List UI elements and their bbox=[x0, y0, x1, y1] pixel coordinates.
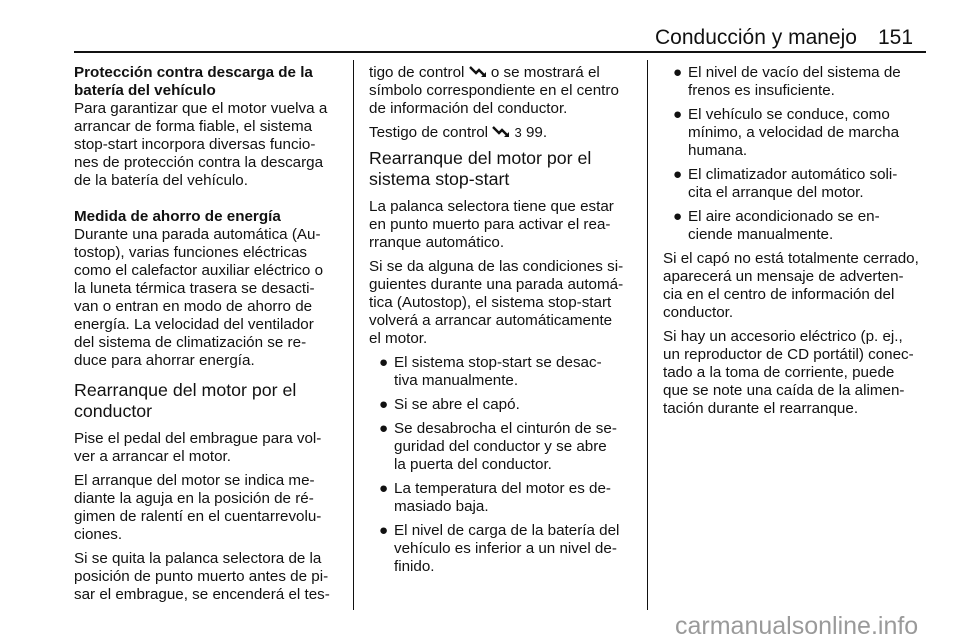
column-3 bbox=[663, 64, 931, 424]
paragraph: Testigo de control 3 99. bbox=[369, 124, 548, 141]
paragraph: Pise el pedal del embrague para vol- ver a arrancar el motor. bbox=[74, 430, 322, 465]
paragraph: Si se da alguna de las condiciones si- guientes durante una parada automá- tica (Autostop), el sistema stop-start volverá a arrancar automáticamente el motor. bbox=[369, 258, 624, 347]
paragraph: Durante una parada automática (Au- tostop), varias funciones eléctricas como el calefactor auxiliar eléctrico o la luneta térmica trasera se desacti- van o entran en modo de ahorro de energía. La velocidad del ventilador del sistema de climatización se re- duce para ahorrar energía. bbox=[74, 226, 324, 369]
column-1 bbox=[74, 64, 346, 610]
bullet-icon: ● bbox=[379, 396, 389, 413]
stop-start-indicator-icon bbox=[492, 126, 510, 138]
bullet-icon: ● bbox=[379, 354, 389, 371]
watermark: carmanualsonline.info bbox=[675, 612, 919, 640]
list-item: ● El sistema stop-start se desac- tiva manualmente. bbox=[379, 354, 602, 389]
paragraph: Si se quita la palanca selectora de la posición de punto muerto antes de pi- sar el embrague, se encenderá el tes- bbox=[74, 550, 330, 603]
page-reference-link[interactable]: 99. bbox=[525, 124, 548, 141]
bullet-icon: ● bbox=[673, 208, 683, 225]
page-number: 151 bbox=[878, 26, 914, 49]
list-item: ● El nivel de vacío del sistema de frenos es insuficiente. bbox=[673, 64, 901, 99]
list-item: ● El nivel de carga de la batería del vehículo es inferior a un nivel de- finido. bbox=[379, 522, 620, 575]
column-divider-1 bbox=[353, 60, 354, 610]
paragraph: La palanca selectora tiene que estar en punto muerto para activar el rea- rranque automático. bbox=[369, 198, 614, 251]
bullet-icon: ● bbox=[673, 64, 683, 81]
header-title: Conducción y manejo bbox=[655, 26, 857, 49]
list-item: ● El vehículo se conduce, como mínimo, a velocidad de marcha humana. bbox=[673, 106, 900, 159]
section-heading-battery: Protección contra descarga de la batería del vehículo bbox=[74, 64, 313, 99]
column-divider-2 bbox=[647, 60, 648, 610]
paragraph: El arranque del motor se indica me- diante la aguja en la posición de ré- gimen de ralentí en el cuentarrevolu- ciones. bbox=[74, 472, 322, 543]
paragraph: Para garantizar que el motor vuelva a arrancar de forma fiable, el sistema stop-start incorpora diversas funcio- nes de protección contra la descarga de la batería del vehículo. bbox=[74, 100, 328, 189]
list-item: ● El climatizador automático soli- cita el arranque del motor. bbox=[673, 166, 898, 201]
bullet-icon: ● bbox=[673, 106, 683, 123]
bullet-icon: ● bbox=[379, 522, 389, 539]
section-heading-driver-restart: Rearranque del motor por el conductor bbox=[74, 380, 297, 421]
list-item: ● El aire acondicionado se en- ciende manualmente. bbox=[673, 208, 880, 243]
bullet-list bbox=[663, 64, 931, 244]
bullet-icon: ● bbox=[379, 420, 389, 437]
section-heading-system-restart: Rearranque del motor por el sistema stop-start bbox=[369, 148, 592, 189]
page-reference-icon: 3 bbox=[514, 125, 522, 140]
list-item: ● Si se abre el capó. bbox=[379, 396, 520, 413]
paragraph: Si hay un accesorio eléctrico (p. ej., un reproductor de CD portátil) conec- tado a la toma de corriente, puede que se note una caída de la alimen- tación durante el rearranque. bbox=[663, 328, 914, 417]
paragraph: Si el capó no está totalmente cerrado, aparecerá un mensaje de adverten- cia en el centro de información del conductor. bbox=[663, 250, 919, 321]
bullet-icon: ● bbox=[379, 480, 389, 497]
paragraph: tigo de control o se mostrará el símbolo correspondiente en el centro de información del conductor. bbox=[369, 64, 619, 117]
header-rule bbox=[74, 51, 926, 53]
list-item: ● La temperatura del motor es de- masiado baja. bbox=[379, 480, 611, 515]
stop-start-indicator-icon bbox=[469, 66, 487, 78]
column-2 bbox=[369, 64, 641, 582]
list-item: ● Se desabrocha el cinturón de se- guridad del conductor y se abre la puerta del conductor. bbox=[379, 420, 617, 473]
bullet-icon: ● bbox=[673, 166, 683, 183]
section-heading-energy: Medida de ahorro de energía bbox=[74, 208, 281, 225]
bullet-list bbox=[369, 354, 641, 576]
